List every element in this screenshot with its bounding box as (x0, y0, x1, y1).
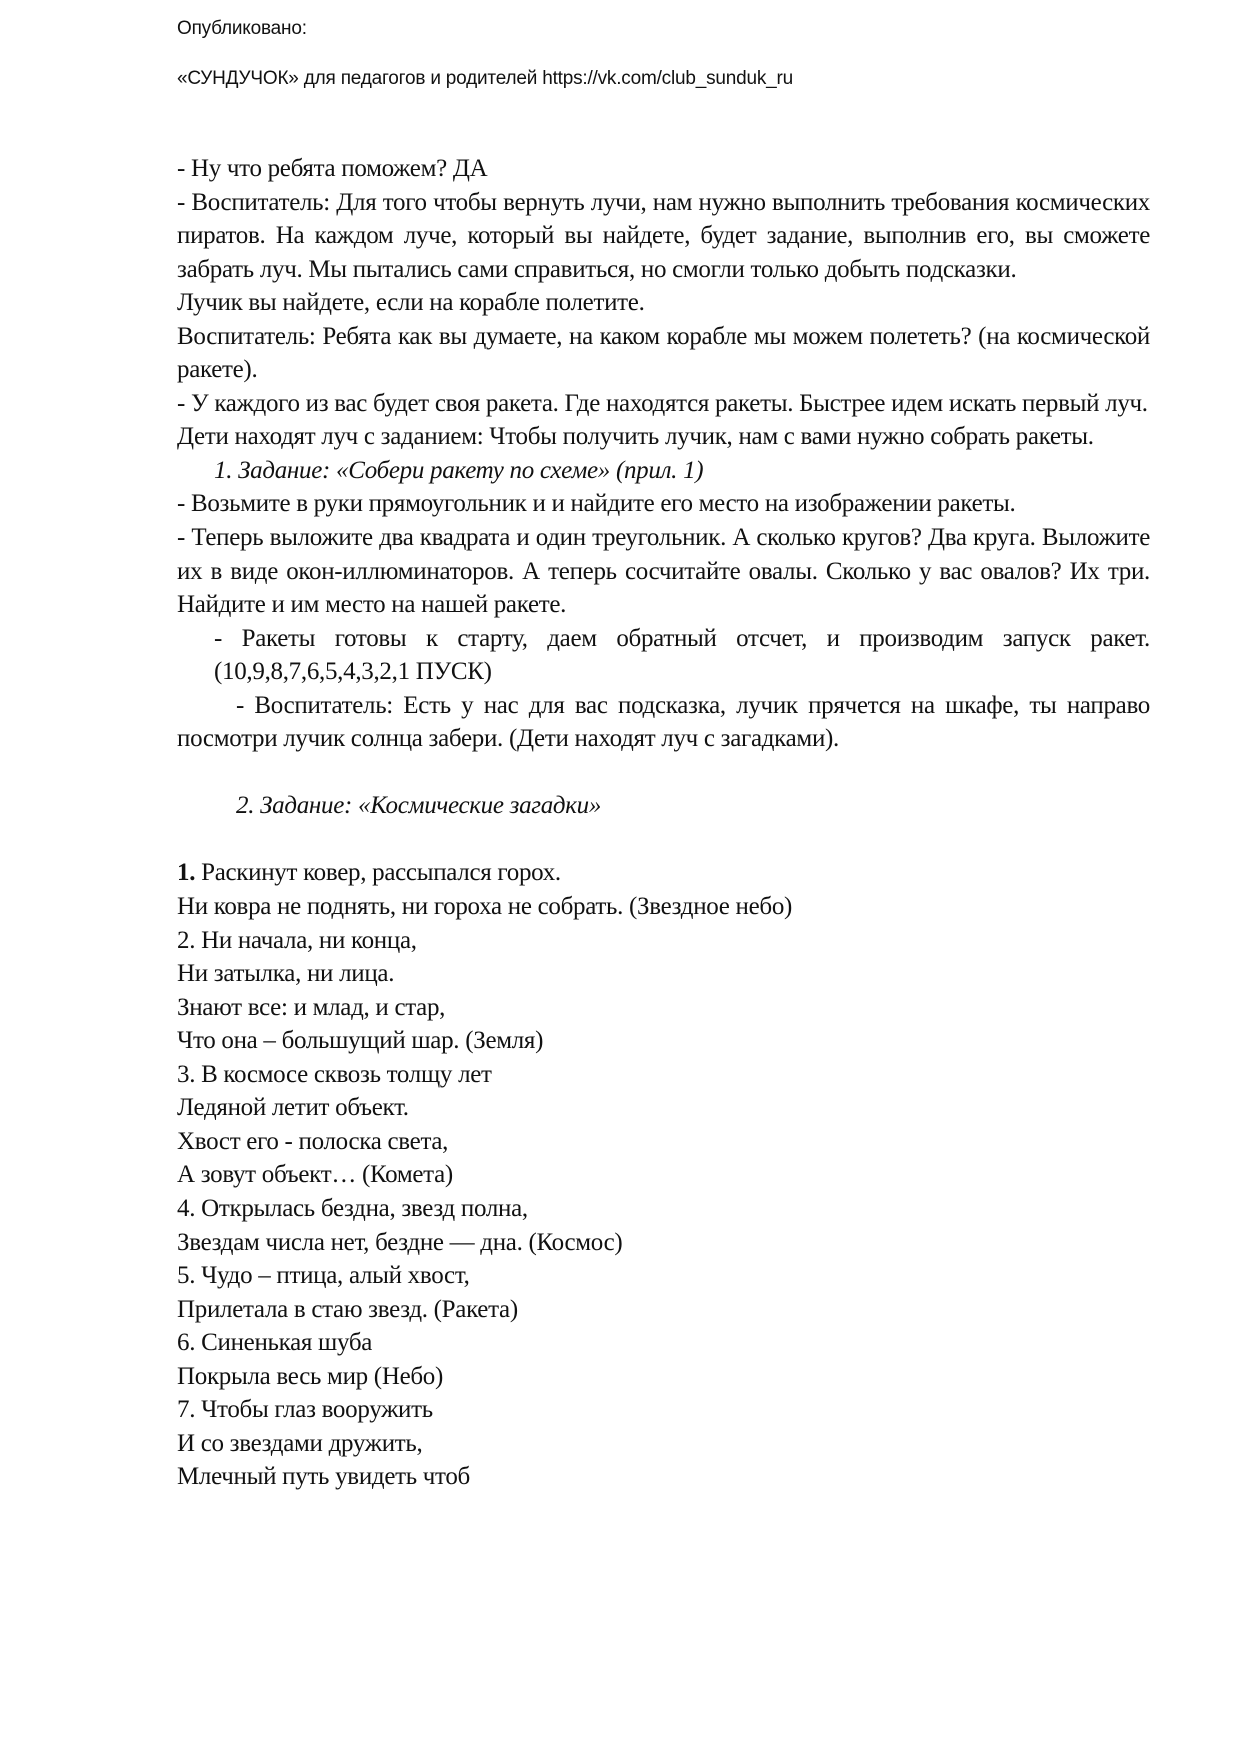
riddle-text: Млечный путь увидеть чтоб (177, 1463, 470, 1491)
spacer (177, 823, 1150, 857)
intro-paragraph: Лучик вы найдете, если на корабле полетите. (177, 289, 645, 317)
intro-paragraph: - Воспитатель: Для того чтобы вернуть лучи, нам нужно выполнить требования космических пиратов. На каждом луче, который вы найдете, будет задание, выполнив его, вы сможете забрать луч. Мы пытались сами справиться, но смогли только добыть подсказки. (177, 188, 1150, 283)
intro-paragraph: - Ну что ребята поможем? ДА (177, 155, 488, 182)
published-label: Опубликовано: (177, 18, 307, 39)
riddle-text: И со звездами дружить, (177, 1429, 423, 1457)
riddle-line (177, 1293, 1150, 1327)
task1-paragraph: - Возьмите в руки прямоугольник и и найдите его место на изображении ракеты. (177, 490, 1016, 518)
riddle-text: В космосе сквозь толщу лет (201, 1060, 492, 1088)
task1-paragraph: - Теперь выложите два квадрата и один треугольник. А сколько кругов? Два круга. Выложите их в виде окон-иллюминаторов. А теперь сосчитайте овалы. Сколько у вас овалов? Их три. Найдите и им место на нашей ракете. (177, 524, 1150, 619)
riddle-first-line (177, 924, 1150, 958)
spacer (177, 756, 1150, 790)
hint-paragraph: - Воспитатель: Есть у нас для вас подсказка, лучик прячется на шкафе, ты направо посмотри лучик солнца забери. (Дети находят луч с загадками). (177, 691, 1150, 753)
riddle-number: 2. (177, 926, 196, 954)
task1-heading: 1. Задание: «Собери ракету по схеме» (прил. 1) (214, 456, 704, 484)
riddle-text: Ни ковра не поднять, ни гороха не собрать. (Звездное небо) (177, 893, 793, 921)
document-body (177, 152, 1150, 1494)
riddle-line (177, 1427, 1150, 1461)
riddle-text: А зовут объект… (Комета) (177, 1161, 453, 1189)
riddle-number: 7. (177, 1396, 196, 1424)
launch-paragraph: - Ракеты готовы к старту, даем обратный отсчет, и производим запуск ракет. (10,9,8,7,6,5,4,3,2,1 ПУСК) (214, 624, 1150, 686)
intro-paragraph: - У каждого из вас будет своя ракета. Где находятся ракеты. Быстрее идем искать первый луч. (177, 389, 1148, 417)
riddle-first-line (177, 1058, 1150, 1092)
riddle-line (177, 1460, 1150, 1494)
riddle-line (177, 1158, 1150, 1192)
publication-header (177, 16, 793, 91)
riddle-line (177, 890, 1150, 924)
riddles-list (177, 856, 1150, 1493)
riddle-text: Ни начала, ни конца, (201, 926, 417, 954)
riddle-text: Чтобы глаз вооружить (201, 1396, 433, 1424)
riddle-number: 3. (177, 1060, 196, 1088)
riddle-line (177, 1091, 1150, 1125)
riddle-first-line (177, 1393, 1150, 1427)
riddle-first-line (177, 1326, 1150, 1360)
riddle-line (177, 1226, 1150, 1260)
riddle-text: Синенькая шуба (201, 1329, 373, 1357)
task2-heading: 2. Задание: «Космические загадки» (236, 792, 602, 820)
riddle-text: Раскинут ковер, рассыпался горох. (201, 859, 561, 887)
source-line: «СУНДУЧОК» для педагогов и родителей https://vk.com/club_sunduk_ru (177, 68, 794, 89)
riddle-text: Хвост его - полоска света, (177, 1127, 449, 1155)
riddle-first-line (177, 1192, 1150, 1226)
riddle-line (177, 1024, 1150, 1058)
riddle-number: 4. (177, 1194, 196, 1222)
riddle-first-line (177, 856, 1150, 890)
riddle-number: 6. (177, 1329, 196, 1357)
riddle-line (177, 957, 1150, 991)
riddle-text: Прилетала в стаю звезд. (Ракета) (177, 1295, 518, 1323)
intro-paragraph: Воспитатель: Ребята как вы думаете, на каком корабле мы можем полететь? (на космической ракете). (177, 322, 1150, 384)
riddle-line (177, 1360, 1150, 1394)
riddle-text: Открылась бездна, звезд полна, (201, 1194, 528, 1222)
riddle-text: Покрыла весь мир (Небо) (177, 1362, 444, 1390)
riddle-text: Знают все: и млад, и стар, (177, 993, 446, 1021)
riddle-text: Что она – большущий шар. (Земля) (177, 1027, 544, 1055)
intro-paragraph: Дети находят луч с заданием: Чтобы получить лучик, нам с вами нужно собрать ракеты. (177, 423, 1094, 451)
riddle-number: 5. (177, 1262, 196, 1290)
riddle-text: Ледяной летит объект. (177, 1094, 409, 1122)
riddle-number: 1. (177, 859, 196, 887)
riddle-line (177, 1125, 1150, 1159)
riddle-text: Звездам числа нет, бездне — дна. (Космос) (177, 1228, 623, 1256)
riddle-line (177, 991, 1150, 1025)
riddle-first-line (177, 1259, 1150, 1293)
riddle-text: Чудо – птица, алый хвост, (201, 1262, 470, 1290)
riddle-text: Ни затылка, ни лица. (177, 960, 395, 988)
